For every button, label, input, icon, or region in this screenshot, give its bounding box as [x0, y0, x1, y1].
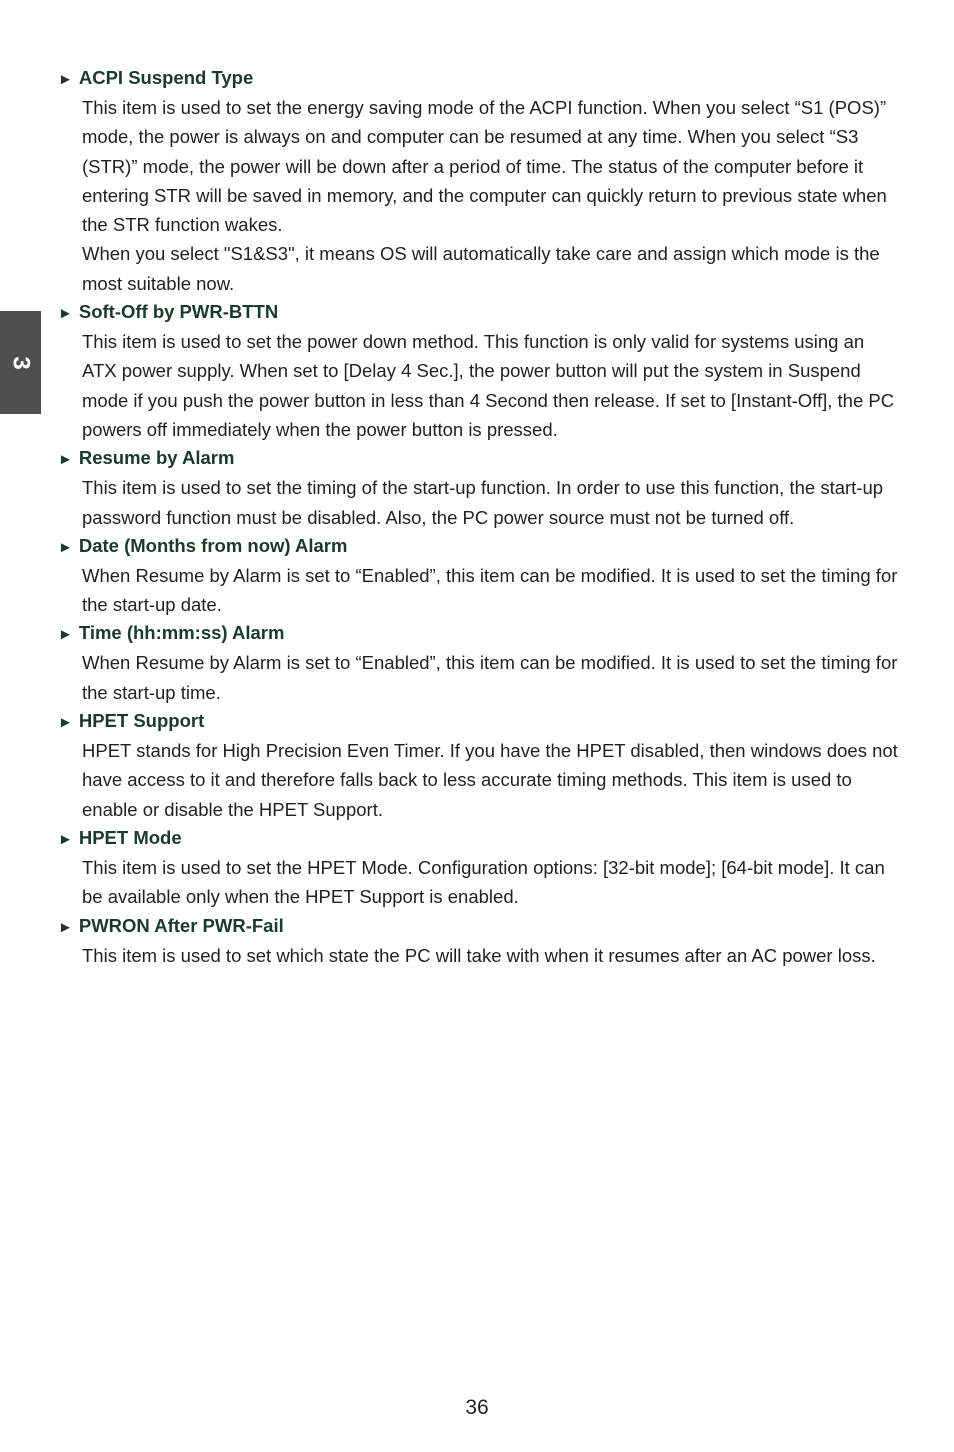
- triangle-right-icon: ►: [58, 538, 73, 556]
- chapter-number: 3: [7, 355, 35, 370]
- section-paragraph: This item is used to set the energy saving mode of the ACPI function. When you select “S1 (POS)” mode, the power is always on and computer can be resumed at any time. When you select “S3 (STR)” mode, the power will be down after a period of time. The status of the computer before it entering STR will be saved in memory, and the computer can quickly return to previous state when the STR function wakes.: [82, 97, 887, 236]
- triangle-right-icon: ►: [58, 71, 73, 88]
- section-paragraph: This item is used to set the timing of the start-up function. In order to use this function, the start-up password function must be disabled. Also, the PC power source must not be turned off.: [82, 477, 884, 528]
- section-heading: [58, 707, 898, 736]
- section-paragraph: This item is used to set the HPET Mode. Configuration options: [32-bit mode]; [64-bit mode]. It can be available only when the HPET Support is enabled.: [82, 856, 885, 908]
- section-title: HPET Mode: [78, 826, 182, 848]
- section-acpi-suspend-type: [58, 64, 898, 298]
- triangle-right-icon: ►: [58, 305, 73, 323]
- section-title: HPET Support: [78, 710, 205, 732]
- section-paragraph: HPET stands for High Precision Even Timer. If you have the HPET disabled, then windows does not have access to it and therefore falls back to less accurate timing methods. This item is used to enable or disable the HPET Support.: [82, 740, 898, 820]
- triangle-right-icon: ►: [58, 830, 73, 848]
- section-date-alarm: [58, 532, 898, 620]
- section-heading: [58, 619, 898, 648]
- triangle-right-icon: ►: [58, 918, 73, 936]
- section-paragraph: This item is used to set which state the PC will take with when it resumes after an AC power loss.: [82, 944, 876, 966]
- section-heading: [58, 444, 898, 473]
- section-title: ACPI Suspend Type: [78, 67, 254, 88]
- section-resume-by-alarm: [58, 444, 898, 532]
- section-paragraph: When you select "S1&S3", it means OS will automatically take care and assign which mode is the most suitable now.: [82, 243, 880, 294]
- page-number: 36: [465, 1396, 489, 1419]
- section-hpet-support: [58, 707, 898, 824]
- triangle-right-icon: ►: [58, 451, 73, 469]
- section-soft-off-by-pwr-bttn: [58, 298, 898, 444]
- page-content: [58, 64, 898, 970]
- section-title: Soft-Off by PWR-BTTN: [78, 301, 279, 323]
- triangle-right-icon: ►: [58, 714, 73, 732]
- section-heading: [58, 532, 898, 561]
- section-heading: [58, 64, 898, 93]
- section-title: Date (Months from now) Alarm: [78, 534, 348, 556]
- section-paragraph: When Resume by Alarm is set to “Enabled”, this item can be modified. It is used to set the timing for the start-up time.: [82, 652, 898, 703]
- section-heading: [58, 298, 898, 327]
- section-heading: [58, 912, 898, 941]
- section-title: Time (hh:mm:ss) Alarm: [78, 622, 285, 644]
- section-pwron-after-pwr-fail: [58, 912, 898, 970]
- section-time-alarm: [58, 619, 898, 707]
- section-paragraph: When Resume by Alarm is set to “Enabled”, this item can be modified. It is used to set the timing for the start-up date.: [82, 564, 898, 616]
- section-heading: [58, 824, 898, 853]
- section-title: PWRON After PWR-Fail: [78, 914, 284, 936]
- section-paragraph: This item is used to set the power down method. This function is only valid for systems using an ATX power supply. When set to [Delay 4 Sec.], the power button will put the system in Suspend mode if you push the power button in less than 4 Second then release. If set to [Instant-Off], the PC powers off immediately when the power button is pressed.: [82, 331, 895, 440]
- section-title: Resume by Alarm: [78, 447, 235, 469]
- triangle-right-icon: ►: [58, 626, 73, 644]
- section-hpet-mode: [58, 824, 898, 912]
- chapter-tab: [0, 311, 41, 414]
